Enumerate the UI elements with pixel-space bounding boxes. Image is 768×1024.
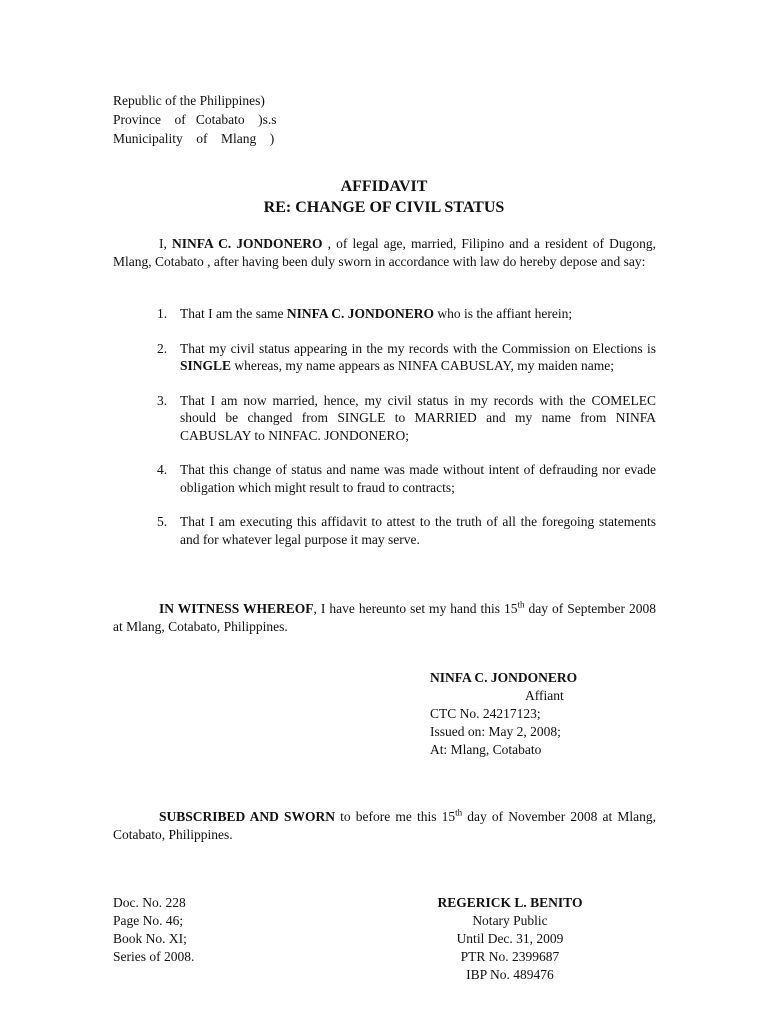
item-text: That I am the same — [180, 306, 287, 321]
jurat-text: to before me this 15 — [335, 809, 456, 824]
affiant-ctc: CTC No. 24217123; — [430, 706, 541, 721]
doc-number: Doc. No. 228 — [113, 895, 186, 910]
series-year: Series of 2008. — [113, 949, 195, 964]
venue-block — [113, 91, 276, 148]
page-number: Page No. 46; — [113, 913, 184, 928]
affiant-issued: Issued on: May 2, 2008; — [430, 724, 561, 739]
jurat-text-tail: day of November 2008 at Mlang, Cotabato, Philippines. — [113, 809, 656, 842]
intro-paragraph — [113, 235, 656, 270]
affiant-issued-at: At: Mlang, Cotabato — [430, 742, 542, 757]
intro-text: , of legal age, married, Filipino and a resident of Dugong, Mlang, Cotabato , after having been duly sworn in accordance with law do hereby depose and say: — [113, 236, 656, 269]
jurat-ordinal: th — [455, 807, 463, 818]
item-number: 5. — [157, 514, 168, 529]
notarial-register-block — [113, 894, 194, 966]
item-number: 4. — [157, 462, 168, 477]
venue-province: Province of Cotabato )s.s — [113, 112, 277, 127]
affiant-name: NINFA C. JONDONERO — [430, 670, 578, 685]
affiant-role: Affiant — [525, 688, 564, 703]
item-text: That I am now married, hence, my civil status in my records with the COMELEC should be changed from SINGLE to MARRIED and my name from NINFA CABUSLAY to NINFAC. JONDONERO; — [180, 392, 656, 443]
witness-text: , I have hereunto set my hand this 15 — [313, 601, 518, 616]
list-item — [113, 513, 656, 548]
notary-name: REGERICK L. BENITO — [437, 895, 583, 910]
jurat-paragraph — [113, 808, 656, 843]
intro-prefix: I, — [159, 236, 172, 251]
list-item — [113, 461, 656, 496]
item-text: That I am executing this affidavit to attest to the truth of all the foregoing statements and for whatever legal purpose it may serve. — [180, 514, 656, 547]
witness-ordinal: th — [517, 599, 525, 610]
item-text: That my civil status appearing in the my records with the Commission on Elections is — [180, 340, 656, 356]
item-text-tail: whereas, my name appears as NINFA CABUSLAY, my maiden name; — [231, 358, 614, 373]
list-item — [113, 305, 656, 323]
notary-title: Notary Public — [472, 913, 548, 928]
affiant-signature-block — [430, 669, 577, 759]
item-number: 3. — [157, 392, 168, 408]
item-bold-text: NINFA C. JONDONERO — [286, 306, 434, 321]
affiant-name-inline: NINFA C. JONDONERO — [171, 236, 323, 251]
venue-republic: Republic of the Philippines) — [113, 93, 265, 108]
item-text-tail: who is the affiant herein; — [433, 306, 573, 321]
item-number: 1. — [157, 306, 168, 321]
jurat-lead: SUBSCRIBED AND SWORN — [159, 809, 336, 824]
witness-text-tail: day of September 2008 at Mlang, Cotabato, Philippines. — [113, 601, 656, 634]
book-number: Book No. XI; — [113, 931, 187, 946]
notary-commission-until: Until Dec. 31, 2009 — [456, 931, 564, 946]
item-number: 2. — [157, 340, 168, 356]
list-item — [113, 392, 656, 445]
statements-list — [113, 305, 656, 565]
venue-municipality: Municipality of Mlang ) — [113, 131, 275, 146]
notary-ibp: IBP No. 489476 — [466, 967, 554, 982]
item-text: That this change of status and name was made without intent of defrauding nor evade obligation which might result to fraud to contracts; — [180, 462, 656, 495]
document-title: AFFIDAVIT — [340, 178, 428, 195]
list-item — [113, 340, 656, 375]
item-bold-text: SINGLE — [180, 358, 232, 373]
notary-ptr: PTR No. 2399687 — [460, 949, 560, 964]
notary-signature-block — [430, 894, 590, 984]
witness-lead: IN WITNESS WHEREOF — [159, 601, 314, 616]
document-subtitle: RE: CHANGE OF CIVIL STATUS — [263, 199, 505, 216]
witness-paragraph — [113, 600, 656, 635]
